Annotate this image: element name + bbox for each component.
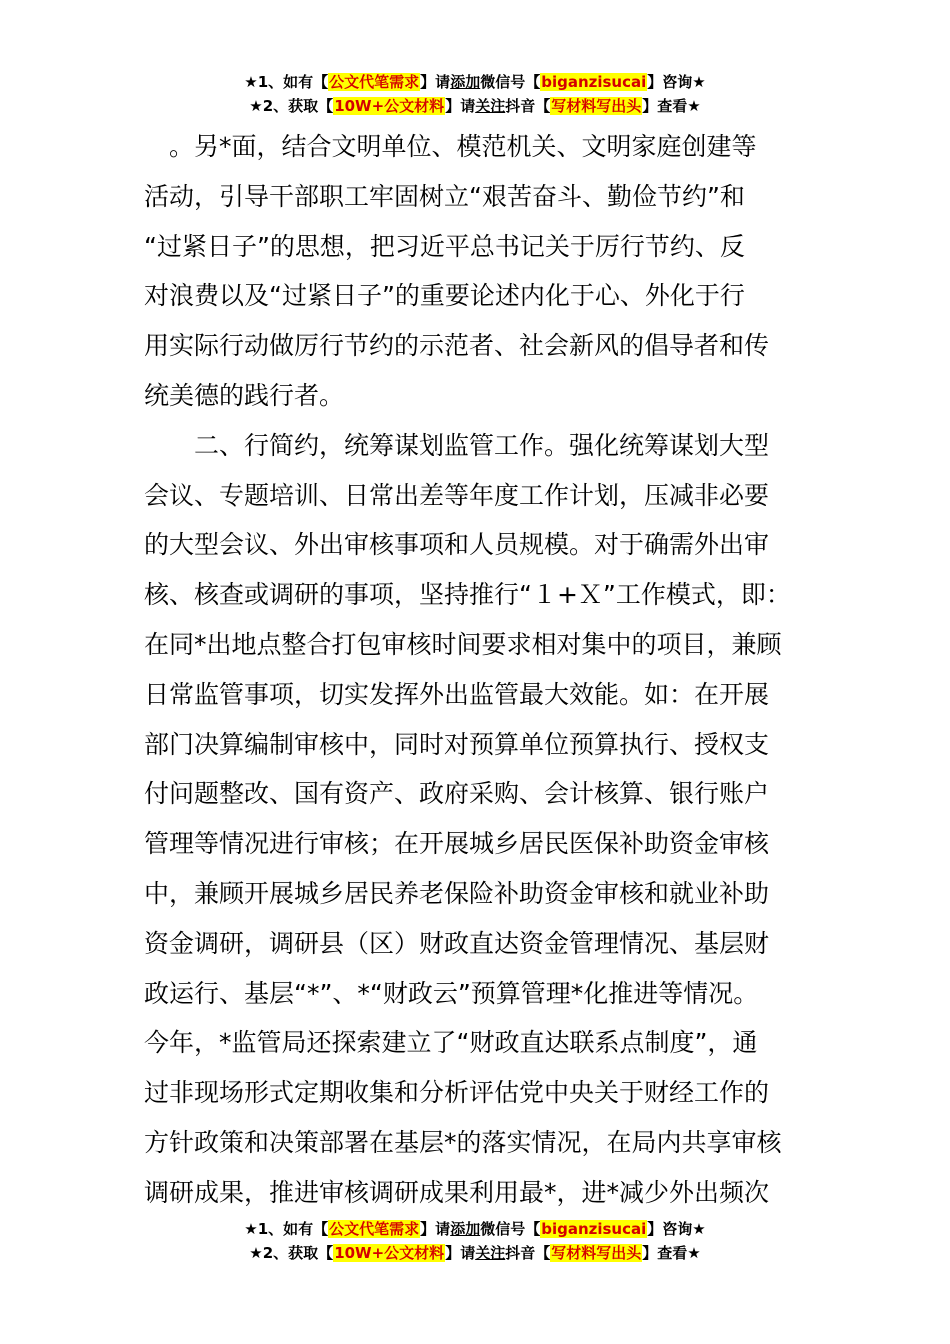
body-line: 今年，*监管局还探索建立了“财政直达联系点制度”，通 — [144, 1028, 758, 1058]
header-banner — [0, 70, 950, 118]
body-line: 政运行、基层“*”、*“财政云”预算管理*化推进等情况。 — [144, 978, 759, 1008]
banner-text: ★1、如有【 — [244, 73, 329, 91]
banner-line-1 — [0, 70, 950, 94]
banner-text: ★1、如有【 — [244, 1220, 329, 1238]
body-line: 中，兼顾开展城乡居民养老保险补助资金审核和就业补助 — [144, 878, 770, 908]
document-body — [144, 122, 834, 1218]
banner-text: 微信号【 — [480, 1220, 541, 1238]
body-line: 统美德的践行者。 — [144, 380, 345, 410]
banner-highlight: 写材料写出头 — [551, 97, 642, 115]
body-line: 活动，引导干部职工牢固树立“艰苦奋斗、勤俭节约”和 — [144, 181, 745, 211]
body-line: “过紧日子”的思想，把习近平总书记关于厉行节约、反 — [144, 231, 745, 261]
banner-text: 微信号【 — [480, 73, 541, 91]
banner-highlight: 10W+公文材料 — [334, 1244, 445, 1262]
banner-text: 】请 — [420, 73, 451, 91]
banner-underline: 关注 — [475, 1244, 506, 1262]
banner-text: 】咨询★ — [647, 73, 706, 91]
body-line: 方针政策和决策部署在基层*的落实情况，在局内共享审核 — [144, 1127, 782, 1157]
body-line: 日常监管事项，切实发挥外出监管最大效能。如：在开展 — [144, 679, 770, 709]
banner-highlight: 10W+公文材料 — [334, 97, 445, 115]
banner-text: 】请 — [445, 97, 476, 115]
footer-banner — [0, 1217, 950, 1265]
body-line: 。另*面，结合文明单位、模范机关、文明家庭创建等 — [144, 132, 757, 161]
banner-text: 抖音【 — [505, 97, 551, 115]
body-line: 在同*出地点整合打包审核时间要求相对集中的项目，兼顾 — [144, 629, 782, 659]
body-line: 调研成果，推进审核调研成果利用最*，进*减少外出频次 — [144, 1177, 770, 1207]
banner-underline: 添加 — [450, 1220, 481, 1238]
banner-underline: 添加 — [450, 73, 481, 91]
banner-text: 】查看★ — [642, 97, 701, 115]
banner-highlight: 公文代笔需求 — [329, 73, 420, 91]
body-line: 过非现场形式定期收集和分析评估党中央关于财经工作的 — [144, 1078, 770, 1108]
body-line: 的大型会议、外出审核事项和人员规模。对于确需外出审 — [144, 530, 770, 560]
body-line: 资金调研，调研县（区）财政直达资金管理情况、基层财 — [144, 928, 770, 958]
banner-line-1 — [0, 1217, 950, 1241]
banner-text: ★2、获取【 — [249, 97, 334, 115]
banner-highlight: 写材料写出头 — [551, 1244, 642, 1262]
banner-text: 】请 — [420, 1220, 451, 1238]
body-line: 管理等情况进行审核；在开展城乡居民医保补助资金审核 — [144, 829, 770, 859]
body-line: 二、行简约，统筹谋划监管工作。强化统筹谋划大型 — [144, 430, 770, 460]
body-line: 会议、专题培训、日常出差等年度工作计划，压减非必要 — [144, 480, 770, 510]
banner-text: 】咨询★ — [647, 1220, 706, 1238]
banner-text: 抖音【 — [505, 1244, 551, 1262]
body-line: 部门决算编制审核中，同时对预算单位预算执行、授权支 — [144, 729, 770, 759]
banner-text: 】请 — [445, 1244, 476, 1262]
banner-underline: 关注 — [475, 97, 506, 115]
body-line: 对浪费以及“过紧日子”的重要论述内化于心、外化于行 — [144, 281, 745, 311]
body-line: 付问题整改、国有资产、政府采购、会计核算、银行账户 — [144, 779, 770, 809]
body-line: 用实际行动做厉行节约的示范者、社会新风的倡导者和传 — [144, 331, 770, 361]
banner-text: ★2、获取【 — [249, 1244, 334, 1262]
banner-text: 】查看★ — [642, 1244, 701, 1262]
body-line: 核、核查或调研的事项，坚持推行“１+Ｘ”工作模式，即： — [144, 580, 791, 610]
banner-highlight: biganzisucai — [541, 73, 647, 91]
banner-line-2 — [0, 94, 950, 118]
banner-highlight: 公文代笔需求 — [329, 1220, 420, 1238]
banner-line-2 — [0, 1241, 950, 1265]
banner-highlight: biganzisucai — [541, 1220, 647, 1238]
